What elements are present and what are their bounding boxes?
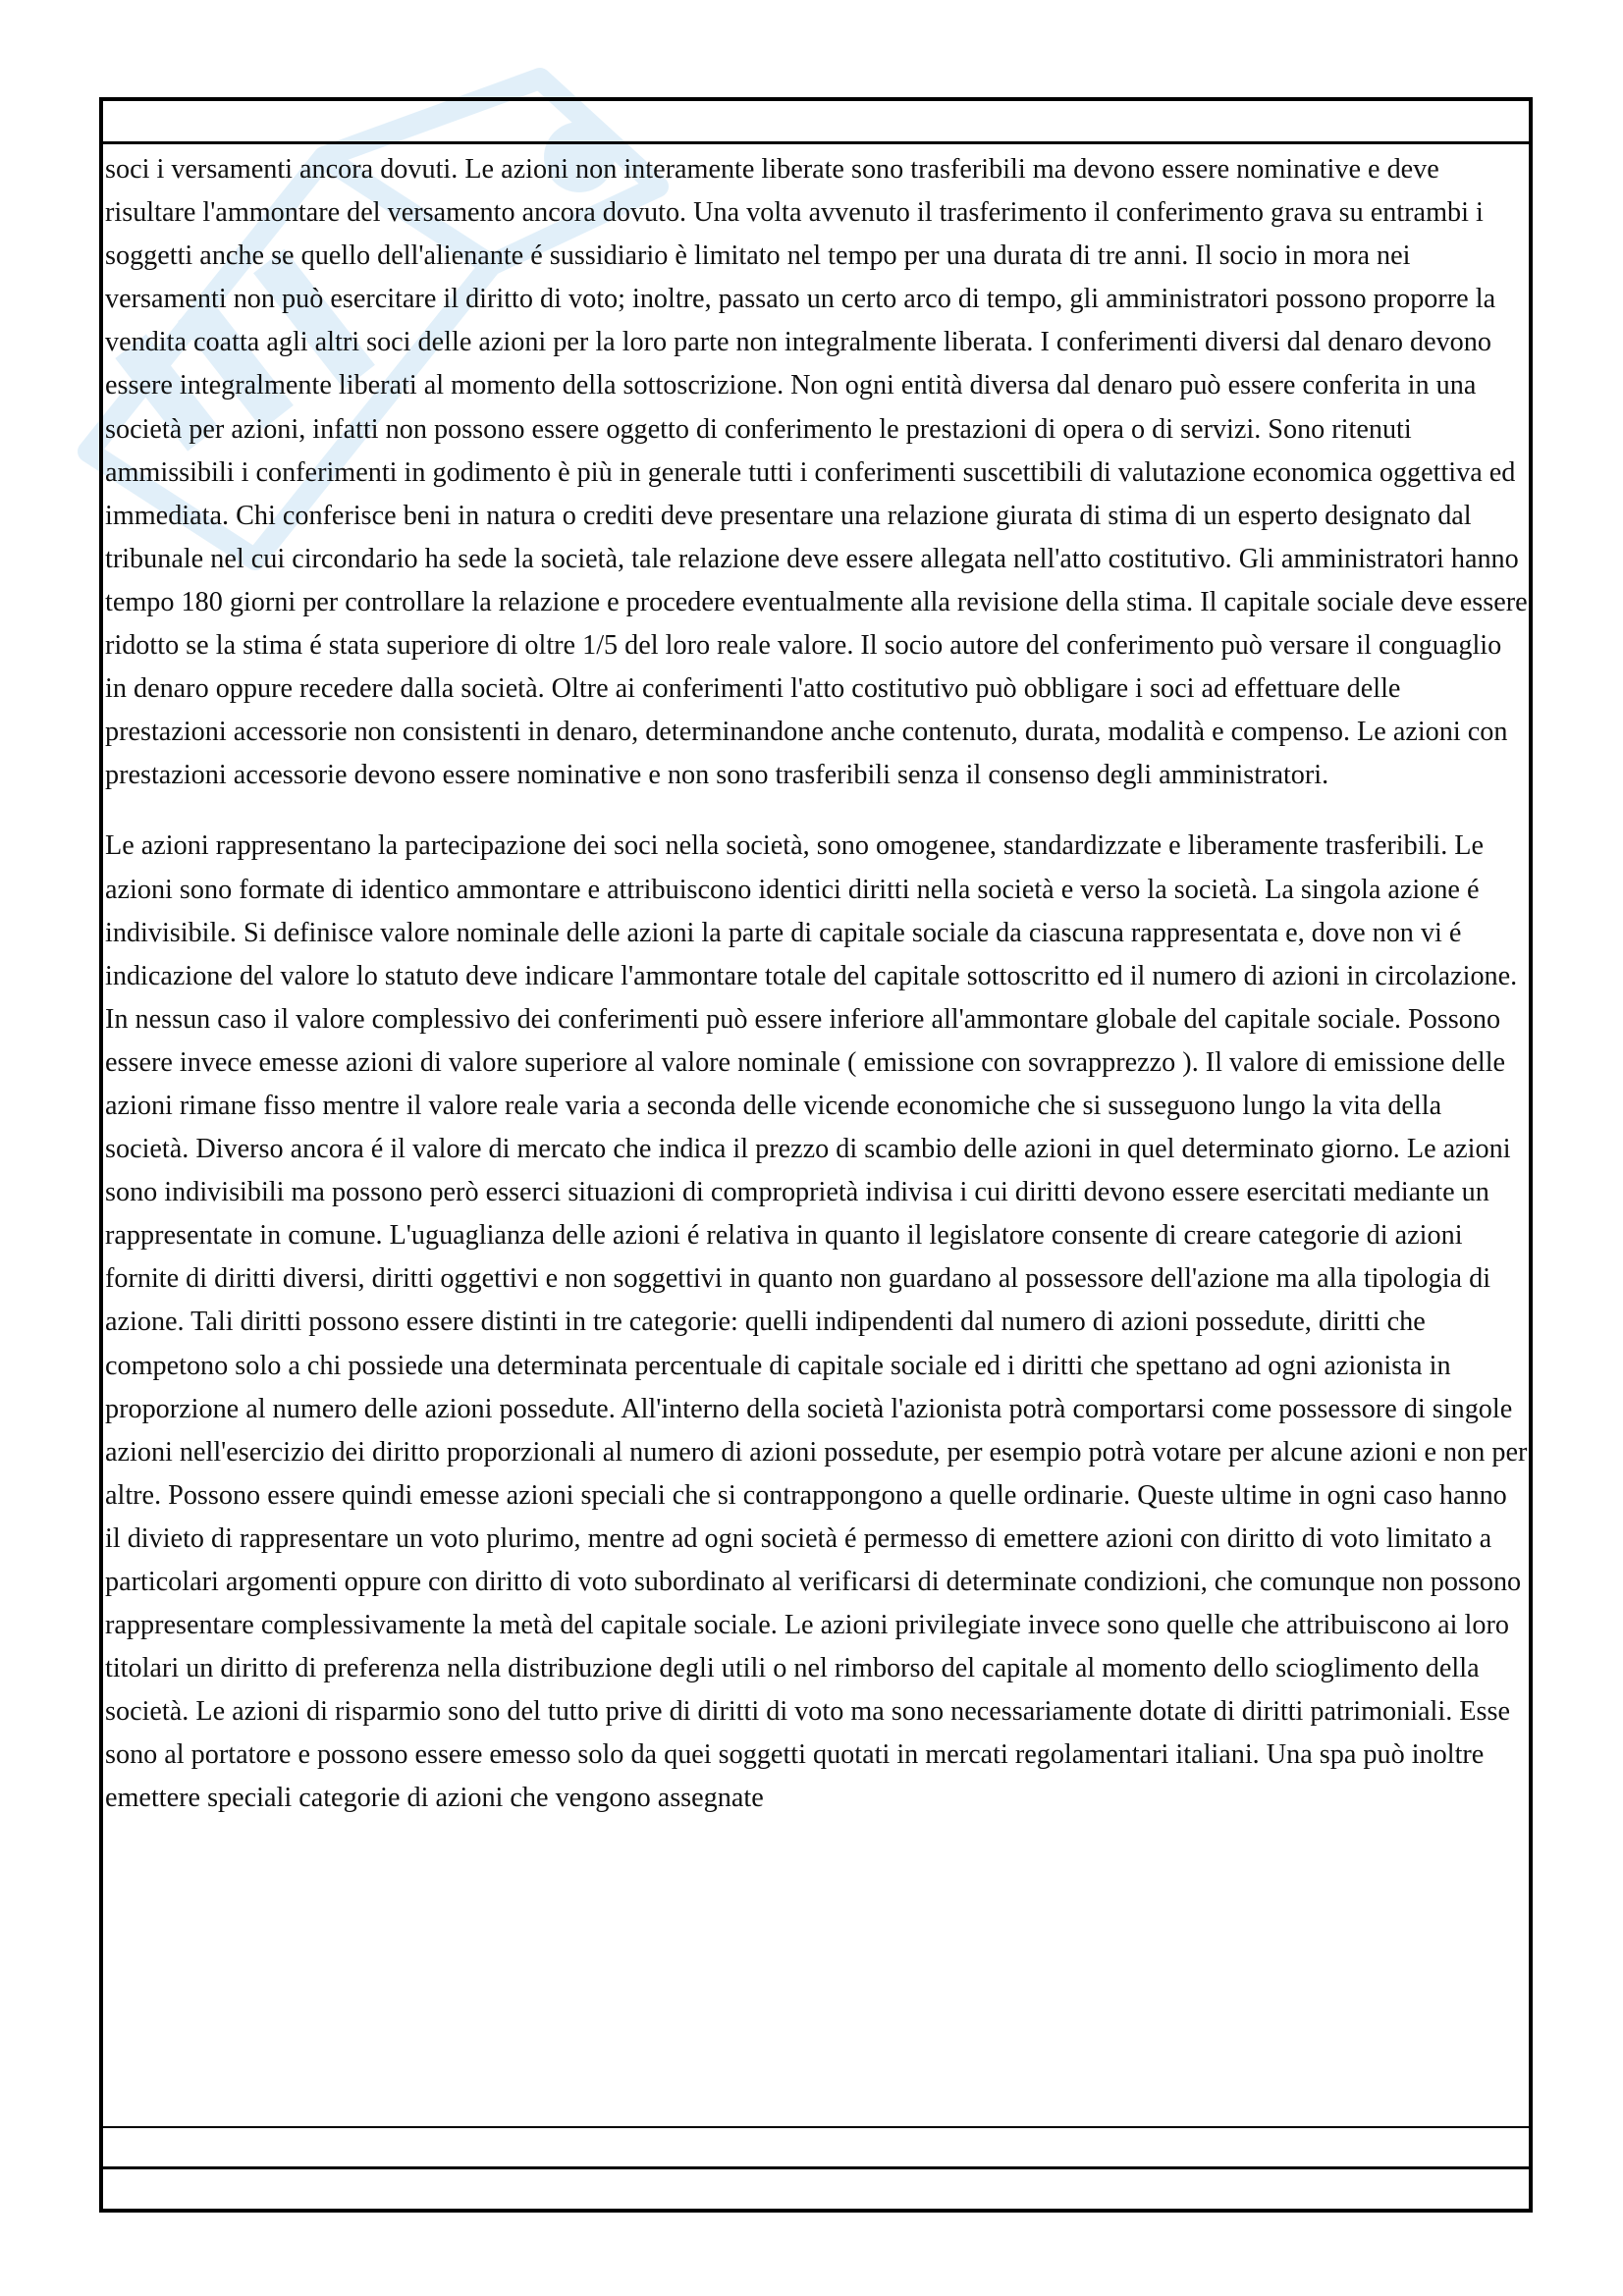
footer-divider-top xyxy=(103,2126,1529,2128)
paragraph-2: Le azioni rappresentano la partecipazione dei soci nella società, sono omogenee, standardizzate e liberamente trasferibili. Le azioni sono formate di identico ammontare e attribuiscono identici diritti nella società e verso la società. La singola azione é indivisibile. Si definisce valore nominale delle azioni la parte di capitale sociale da ciascuna rappresentata e, dove non vi é indicazione del valore lo statuto deve indicare l'ammontare totale del capitale sottoscritto ed il numero di azioni in circolazione. In nessun caso il valore complessivo dei conferimenti può essere inferiore all'ammontare globale del capitale sociale. Possono essere invece emesse azioni di valore superiore al valore nominale ( emissione con sovrapprezzo ). Il valore di emissione delle azioni rimane fisso mentre il valore reale varia a seconda delle vicende economiche che si susseguono lungo la vita della società. Diverso ancora é il valore di mercato che indica il prezzo di scambio delle azioni in quel determinato giorno. Le azioni sono indivisibili ma possono però esserci situazioni di comproprietà indivisa i cui diritti devono essere esercitati mediante un rappresentate in comune. L'uguaglianza delle azioni é relativa in quanto il legislatore consente di creare categorie di azioni fornite di diritti diversi, diritti oggettivi e non soggettivi in quanto non guardano al possessore dell'azione ma alla tipologia di azione. Tali diritti possono essere distinti in tre categorie: quelli indipendenti dal numero di azioni possedute, diritti che competono solo a chi possiede una determinata percentuale di capitale sociale ed i diritti che spettano ad ogni azionista in proporzione al numero delle azioni possedute. All'interno della società l'azionista potrà comportarsi come possessore di singole azioni nell'esercizio dei diritto proporzionali al numero di azioni possedute, per esempio potrà votare per alcune azioni e non per altre. Possono essere quindi emesse azioni speciali che si contrappongono a quelle ordinarie. Queste ultime in ogni caso hanno il divieto di rappresentare un voto plurimo, mentre ad ogni società é permesso di emettere azioni con diritto di voto limitato a particolari argomenti oppure con diritto di voto subordinato al verificarsi di determinate condizioni, che comunque non possono rappresentare complessivamente la metà del capitale sociale. Le azioni privilegiate invece sono quelle che attribuiscono ai loro titolari un diritto di preferenza nella distribuzione degli utili o nel rimborso del capitale al momento dello scioglimento della società. Le azioni di risparmio sono del tutto prive di diritti di voto ma sono necessariamente dotate di diritti patrimoniali. Esse sono al portatore e possono essere emesso solo da quei soggetti quotati in mercati regolamentari italiani. Una spa può inoltre emettere speciali categorie di azioni che vengono assegnate xyxy=(105,830,1528,1814)
header-bar xyxy=(103,101,1529,144)
document-body xyxy=(105,148,1529,2123)
footer-divider-bottom xyxy=(103,2166,1529,2169)
page-frame xyxy=(99,97,1533,2213)
paragraph-1: soci i versamenti ancora dovuti. Le azioni non interamente liberate sono trasferibili ma devono essere nominative e deve risultare l'ammontare del versamento ancora dovuto. Una volta avvenuto il trasferimento il conferimento grava su entrambi i soggetti anche se quello dell'alienante é sussidiario è limitato nel tempo per una durata di tre anni. Il socio in mora nei versamenti non può esercitare il diritto di voto; inoltre, passato un certo arco di tempo, gli amministratori possono proporre la vendita coatta agli altri soci delle azioni per la loro parte non integralmente liberata. I conferimenti diversi dal denaro devono essere integralmente liberati al momento della sottoscrizione. Non ogni entità diversa dal denaro può essere conferita in una società per azioni, infatti non possono essere oggetto di conferimento le prestazioni di opera o di servizi. Sono ritenuti ammissibili i conferimenti in godimento è più in generale tutti i conferimenti suscettibili di valutazione economica oggettiva ed immediata. Chi conferisce beni in natura o crediti deve presentare una relazione giurata di stima di un esperto designato dal tribunale nel cui circondario ha sede la società, tale relazione deve essere allegata nell'atto costitutivo. Gli amministratori hanno tempo 180 giorni per controllare la relazione e procedere eventualmente alla revisione della stima. Il capitale sociale deve essere ridotto se la stima é stata superiore di oltre 1/5 del loro reale valore. Il socio autore del conferimento può versare il conguaglio in denaro oppure recedere dalla società. Oltre ai conferimenti l'atto costitutivo può obbligare i soci ad effettuare delle prestazioni accessorie non consistenti in denaro, determinandone anche contenuto, durata, modalità e compenso. Le azioni con prestazioni accessorie devono essere nominative e non sono trasferibili senza il consenso degli amministratori. xyxy=(105,154,1528,791)
